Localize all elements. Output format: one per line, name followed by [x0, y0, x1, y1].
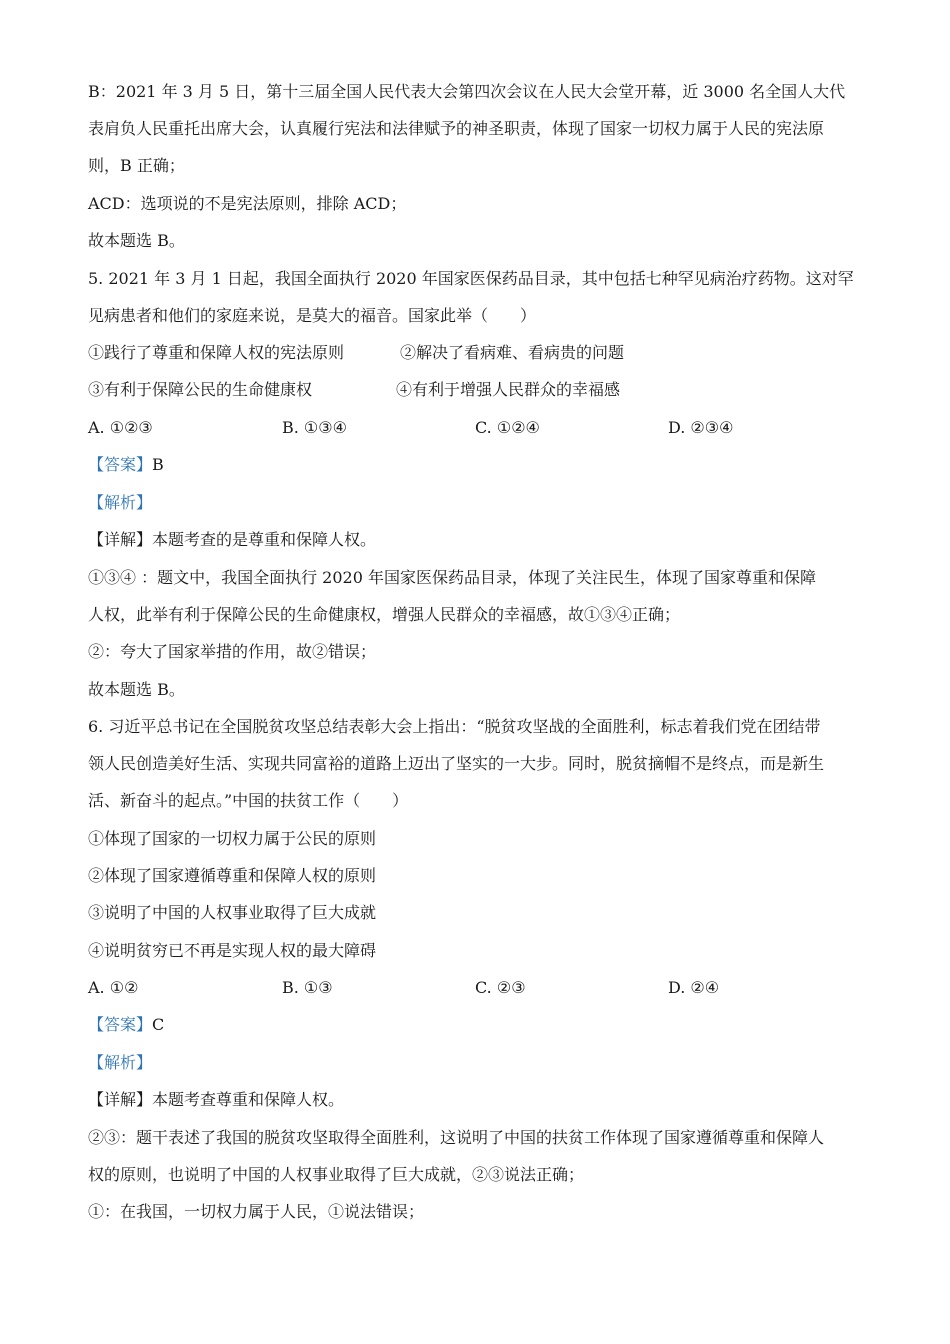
- q5-statement-3: ③有利于保障公民的生命健康权: [88, 380, 313, 399]
- q6-detail-tag: 【详解】: [88, 1090, 153, 1109]
- q5-explanation-line-2: 人权，此举有利于保障公民的生命健康权，增强人民群众的幸福感，故①③④正确；: [88, 605, 681, 624]
- q5-answer-value: B: [152, 455, 164, 474]
- q5-detail: [88, 530, 376, 550]
- q4-conclusion: 故本题选 B。: [88, 231, 185, 250]
- q6-explanation-line-3: ①：在我国，一切权力属于人民，①说法错误；: [88, 1202, 425, 1221]
- q4-explanation-line-3: 则，B 正确；: [88, 156, 185, 175]
- q6-stem-line-3: 活、新奋斗的起点。”中国的扶贫工作（ ）: [88, 791, 409, 810]
- q5-detail-tag: 【详解】: [88, 530, 153, 549]
- q6-answer-tag: 【答案】: [88, 1015, 153, 1034]
- q5-detail-text: 本题考查的是尊重和保障人权。: [152, 530, 377, 549]
- q6-stem-line-2: 领人民创造美好生活、实现共同富裕的道路上迈出了坚实的一大步。同时，脱贫摘帽不是终点，而是新生: [88, 754, 825, 773]
- q5-option-d: D. ②③④: [668, 418, 734, 437]
- q6-answer-value: C: [152, 1015, 165, 1034]
- q6-option-b: B. ①③: [282, 978, 333, 997]
- q6-explanation-line-2: 权的原则，也说明了中国的人权事业取得了巨大成就，②③说法正确；: [88, 1165, 585, 1184]
- q6-detail: [88, 1090, 344, 1110]
- q5-option-b: B. ①③④: [282, 418, 347, 437]
- q6-stem-line-1: 6. 习近平总书记在全国脱贫攻坚总结表彰大会上指出：“脱贫攻坚战的全面胜利，标志着我们党在团结带: [88, 717, 821, 736]
- q6-answer: [88, 1015, 164, 1035]
- q5-stem-line-2: 见病患者和他们的家庭来说，是莫大的福音。国家此举（ ）: [88, 306, 537, 325]
- q4-explanation-line-4: ACD：选项说的不是宪法原则，排除 ACD；: [88, 194, 407, 213]
- q6-option-c: C. ②③: [475, 978, 526, 997]
- q6-statement-3: ③说明了中国的人权事业取得了巨大成就: [88, 903, 377, 922]
- q4-explanation-line-1: B：2021 年 3 月 5 日，第十三届全国人民代表大会第四次会议在人民大会堂开幕，近 3000 名全国人大代: [88, 82, 846, 101]
- q6-analysis-tag: 【解析】: [88, 1053, 153, 1072]
- q5-option-c: C. ①②④: [475, 418, 540, 437]
- q5-option-a: A. ①②③: [88, 418, 153, 437]
- q5-statement-2: ②解决了看病难、看病贵的问题: [400, 343, 625, 362]
- q6-explanation-line-1: ②③：题干表述了我国的脱贫攻坚取得全面胜利，这说明了中国的扶贫工作体现了国家遵循尊重和保障人: [88, 1128, 825, 1147]
- q5-answer: [88, 455, 164, 475]
- q6-statement-1: ①体现了国家的一切权力属于公民的原则: [88, 829, 377, 848]
- q6-statement-2: ②体现了国家遵循尊重和保障人权的原则: [88, 866, 377, 885]
- q5-explanation-line-3: ②：夸大了国家举措的作用，故②错误；: [88, 642, 377, 661]
- q5-explanation-line-1: ①③④ ：题文中，我国全面执行 2020 年国家医保药品目录，体现了关注民生，体现了国家尊重和保障: [88, 568, 816, 587]
- q4-explanation-line-2: 表肩负人民重托出席大会，认真履行宪法和法律赋予的神圣职责，体现了国家一切权力属于人民的宪法原: [88, 119, 825, 138]
- q6-option-a: A. ①②: [88, 978, 139, 997]
- q6-statement-4: ④说明贫穷已不再是实现人权的最大障碍: [88, 941, 377, 960]
- q5-answer-tag: 【答案】: [88, 455, 153, 474]
- q5-analysis-tag: 【解析】: [88, 493, 153, 512]
- q6-detail-text: 本题考查尊重和保障人权。: [152, 1090, 345, 1109]
- q5-statement-1: ①践行了尊重和保障人权的宪法原则: [88, 343, 345, 362]
- q5-conclusion: 故本题选 B。: [88, 680, 185, 699]
- q5-stem-line-1: 5. 2021 年 3 月 1 日起，我国全面执行 2020 年国家医保药品目录，其中包括七种罕见病治疗药物。这对罕: [88, 269, 854, 288]
- q6-option-d: D. ②④: [668, 978, 720, 997]
- q5-statement-4: ④有利于增强人民群众的幸福感: [396, 380, 621, 399]
